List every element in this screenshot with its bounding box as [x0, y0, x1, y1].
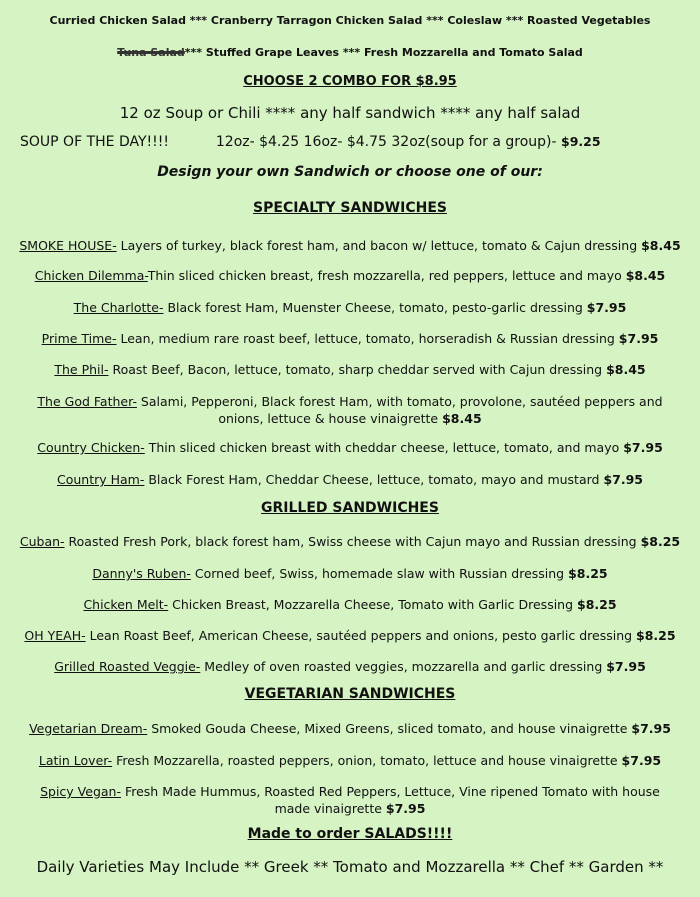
- menu-item-price: $8.25: [568, 566, 608, 581]
- menu-item-name: Chicken Melt-: [83, 597, 169, 612]
- menu-item-name: Cuban-: [19, 534, 65, 549]
- menu-item: [0, 331, 700, 346]
- menu-item-description: Salami, Pepperoni, Black forest Ham, with tomato, provolone, sautéed peppers and: [136, 394, 663, 409]
- menu-item-continued: [0, 801, 700, 816]
- menu-item-price: $7.95: [603, 472, 643, 487]
- specialty-heading: SPECIALTY SANDWICHES: [253, 200, 447, 216]
- salad-list-rest: *** Stuffed Grape Leaves *** Fresh Mozzarella and Tomato Salad: [184, 46, 583, 59]
- menu-item-name: Latin Lover-: [38, 753, 113, 768]
- menu-item-description: made vinaigrette: [274, 801, 386, 816]
- menu-item-price: $7.95: [631, 721, 671, 736]
- menu-item-continued: [0, 411, 700, 426]
- menu-item: [0, 472, 700, 487]
- menu-item-price: $8.25: [577, 597, 617, 612]
- menu-item-description: Corned beef, Swiss, homemade slaw with Russian dressing: [190, 566, 569, 581]
- menu-item: [0, 753, 700, 768]
- menu-item-name: Prime Time-: [41, 331, 117, 346]
- combo-detail: 12 oz Soup or Chili **** any half sandwich **** any half salad: [119, 104, 581, 122]
- menu-item-description: Thin sliced chicken breast with cheddar cheese, lettuce, tomato, and mayo: [144, 440, 624, 455]
- menu-item: [0, 628, 700, 643]
- soup-of-the-day: [20, 134, 690, 150]
- menu-item-price: $7.95: [586, 300, 627, 315]
- menu-item-price: $7.95: [621, 753, 662, 768]
- menu-item: [0, 362, 700, 377]
- menu-item-description: Roast Beef, Bacon, lettuce, tomato, sharp cheddar served with Cajun dressing: [108, 362, 607, 377]
- vegetarian-heading: VEGETARIAN SANDWICHES: [244, 686, 456, 702]
- menu-item-description: Thin sliced chicken breast, fresh mozzarella, red peppers, lettuce and mayo: [147, 268, 626, 283]
- menu-item-description: Fresh Mozzarella, roasted peppers, onion, tomato, lettuce and house vinaigrette: [112, 753, 622, 768]
- combo-heading: CHOOSE 2 COMBO FOR $8.95: [243, 74, 457, 89]
- menu-item-name: The Phil-: [54, 362, 109, 377]
- menu-item-name: The Charlotte-: [73, 300, 164, 315]
- menu-item: [0, 394, 700, 409]
- menu-item-price: $8.45: [625, 268, 666, 283]
- struck-salad: Tuna Salad: [117, 46, 185, 59]
- menu-item-name: Country Chicken-: [37, 440, 145, 455]
- menu-item-name: The God Father-: [37, 394, 137, 409]
- menu-item-price: $7.95: [618, 331, 659, 346]
- menu-item: [0, 440, 700, 455]
- menu-item-name: SMOKE HOUSE-: [19, 238, 117, 253]
- menu-item-price: $8.25: [636, 628, 676, 643]
- menu-item: [0, 721, 700, 736]
- soup-group-price: $9.25: [561, 134, 601, 149]
- design-heading: Design your own Sandwich or choose one of our:: [157, 164, 543, 180]
- soup-sizes: 12oz- $4.25 16oz- $4.75 32oz(soup for a group)-: [215, 134, 557, 150]
- menu-item: [0, 238, 700, 253]
- menu-item-price: $7.95: [623, 440, 663, 455]
- menu-item-price: $8.45: [641, 238, 681, 253]
- menu-item-name: Country Ham-: [56, 472, 145, 487]
- menu-item-description: Layers of turkey, black forest ham, and bacon w/ lettuce, tomato & Cajun dressing: [116, 238, 642, 253]
- menu-item-description: onions, lettuce & house vinaigrette: [218, 411, 443, 426]
- menu-item-name: Vegetarian Dream-: [29, 721, 148, 736]
- menu-item: [0, 534, 700, 549]
- menu-item: [0, 659, 700, 674]
- menu-item-name: Grilled Roasted Veggie-: [54, 659, 201, 674]
- menu-item-name: Spicy Vegan-: [40, 784, 121, 799]
- menu-item-name: OH YEAH-: [24, 628, 86, 643]
- menu-item-price: $7.95: [606, 659, 646, 674]
- menu-item-name: Chicken Dilemma-: [34, 268, 148, 283]
- salad-list-line-1: Curried Chicken Salad *** Cranberry Tarragon Chicken Salad *** Coleslaw *** Roasted Vegetables: [49, 14, 651, 27]
- menu-item-name: Danny's Ruben-: [92, 566, 191, 581]
- menu-item-price: $8.45: [606, 362, 646, 377]
- menu-item-description: Roasted Fresh Pork, black forest ham, Swiss cheese with Cajun mayo and Russian dressing: [64, 534, 641, 549]
- menu-item-description: Chicken Breast, Mozzarella Cheese, Tomato with Garlic Dressing: [168, 597, 578, 612]
- menu-item-description: Fresh Made Hummus, Roasted Red Peppers, Lettuce, Vine ripened Tomato with house: [120, 784, 660, 799]
- salad-list-line-2: [0, 46, 700, 59]
- menu-item-price: $8.25: [640, 534, 681, 549]
- soup-label: SOUP OF THE DAY!!!!: [20, 134, 169, 150]
- menu-item: [0, 300, 700, 315]
- menu-item-description: Lean Roast Beef, American Cheese, sautéed peppers and onions, pesto garlic dressing: [85, 628, 637, 643]
- grilled-heading: GRILLED SANDWICHES: [261, 500, 439, 516]
- menu-item-price: $7.95: [385, 801, 426, 816]
- menu-item: [0, 784, 700, 799]
- menu-item-description: Smoked Gouda Cheese, Mixed Greens, sliced tomato, and house vinaigrette: [147, 721, 632, 736]
- menu-item-price: $8.45: [442, 411, 482, 426]
- menu-item: [0, 566, 700, 581]
- salads-heading: Made to order SALADS!!!!: [247, 826, 453, 842]
- salad-varieties: Daily Varieties May Include ** Greek ** Tomato and Mozzarella ** Chef ** Garden **: [36, 858, 664, 876]
- menu-item: [0, 597, 700, 612]
- menu-item-description: Black forest Ham, Muenster Cheese, tomato, pesto-garlic dressing: [163, 300, 587, 315]
- menu-item: [0, 268, 700, 283]
- menu-item-description: Black Forest Ham, Cheddar Cheese, lettuce, tomato, mayo and mustard: [144, 472, 604, 487]
- menu-item-description: Medley of oven roasted veggies, mozzarella and garlic dressing: [200, 659, 607, 674]
- menu-item-description: Lean, medium rare roast beef, lettuce, tomato, horseradish & Russian dressing: [116, 331, 619, 346]
